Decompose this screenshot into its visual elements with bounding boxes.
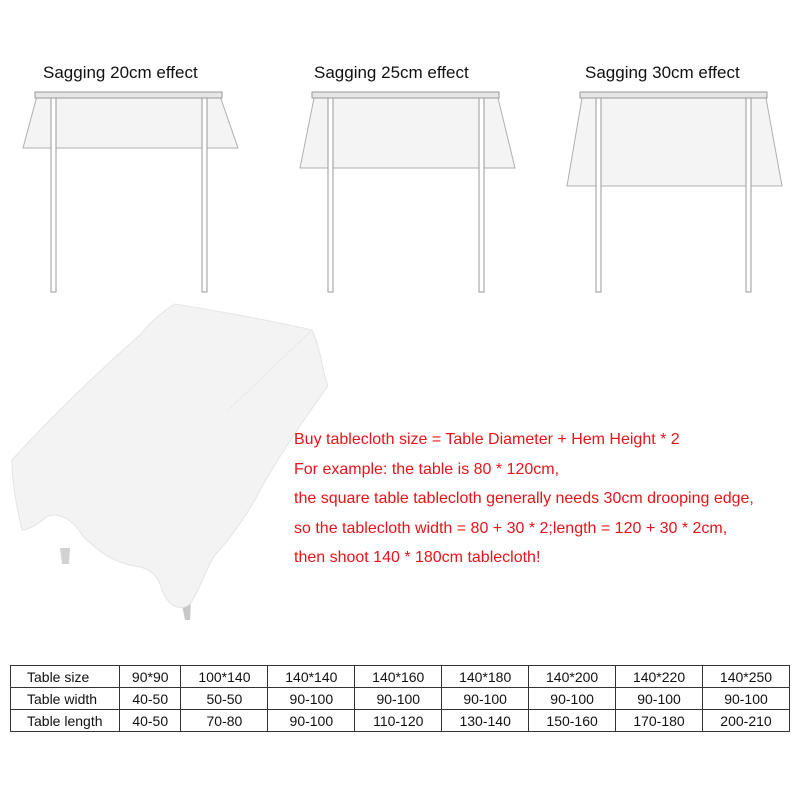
table-cell: 140*140 [268, 666, 355, 688]
caption-sagging-20cm: Sagging 20cm effect [43, 63, 198, 82]
instruction-line-example: For example: the table is 80 * 120cm, [294, 460, 560, 478]
row-label-table-width: Table width [11, 688, 120, 710]
table-cell: 70-80 [181, 710, 268, 732]
table-row [11, 666, 790, 688]
table-cell: 110-120 [355, 710, 442, 732]
table-diagram-25cm [300, 92, 515, 292]
row-label-table-size: Table size [11, 666, 120, 688]
table-cell: 140*180 [442, 666, 529, 688]
table-cell: 90-100 [616, 688, 703, 710]
table-diagram-30cm [567, 92, 782, 292]
caption-sagging-25cm: Sagging 25cm effect [314, 63, 469, 82]
row-label-table-length: Table length [11, 710, 120, 732]
instruction-line-formula: Buy tablecloth size = Table Diameter + Hem Height * 2 [294, 431, 680, 448]
draped-tablecloth-illustration [12, 304, 328, 620]
caption-sagging-30cm: Sagging 30cm effect [585, 63, 740, 82]
table-cell: 90-100 [702, 688, 789, 710]
table-cell: 40-50 [120, 688, 181, 710]
table-cell: 140*200 [529, 666, 616, 688]
table-row [11, 688, 790, 710]
table-diagram-20cm [23, 92, 238, 292]
table-cell: 90-100 [268, 710, 355, 732]
instruction-line-calculation: so the tablecloth width = 80 + 30 * 2;length = 120 + 30 * 2cm, [294, 519, 728, 537]
table-cell: 140*220 [616, 666, 703, 688]
table-cell: 140*250 [702, 666, 789, 688]
sizing-instructions [294, 425, 754, 573]
table-cell: 130-140 [442, 710, 529, 732]
table-cell: 40-50 [120, 710, 181, 732]
table-cell: 50-50 [181, 688, 268, 710]
table-cell: 170-180 [616, 710, 703, 732]
table-row [11, 710, 790, 732]
table-cell: 90-100 [268, 688, 355, 710]
table-cell: 90*90 [120, 666, 181, 688]
table-cell: 90-100 [355, 688, 442, 710]
table-cell: 90-100 [442, 688, 529, 710]
table-cell: 140*160 [355, 666, 442, 688]
table-cell: 200-210 [702, 710, 789, 732]
tablecloth-size-table [10, 665, 790, 732]
instruction-line-result: then shoot 140 * 180cm tablecloth! [294, 549, 541, 566]
instruction-line-drooping-edge: the square table tablecloth generally needs 30cm drooping edge, [294, 490, 754, 507]
table-cell: 150-160 [529, 710, 616, 732]
table-cell: 90-100 [529, 688, 616, 710]
table-cell: 100*140 [181, 666, 268, 688]
